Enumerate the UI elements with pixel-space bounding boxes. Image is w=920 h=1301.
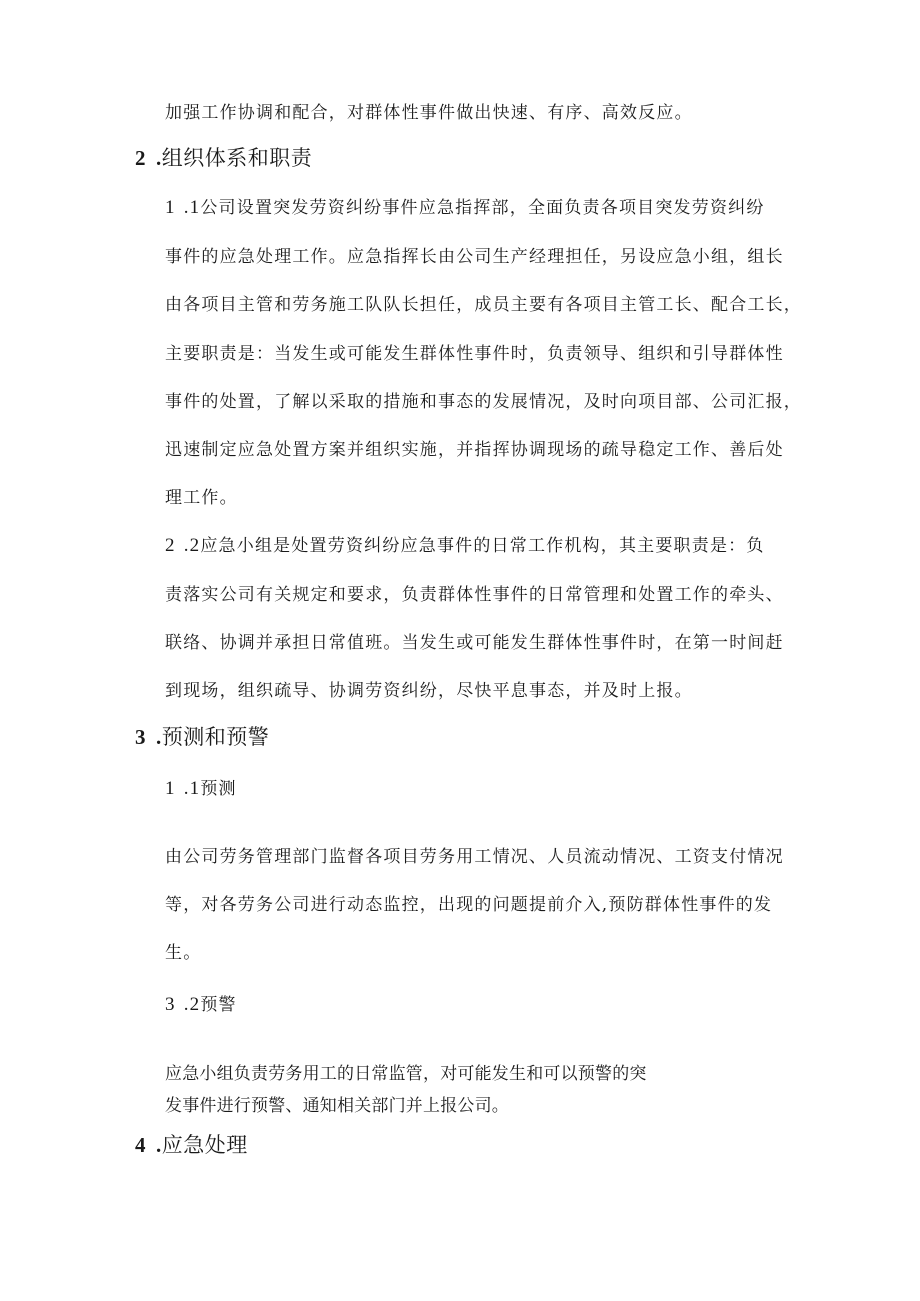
subsection-number: 2: [165, 535, 176, 556]
subsection-dot: .1: [183, 197, 201, 218]
subsection-dot: .2: [183, 994, 201, 1015]
subsection-title: 预警: [200, 995, 237, 1015]
section-dot: .: [156, 725, 162, 749]
section-heading-2: [135, 144, 312, 172]
subsection-dot: .1: [183, 778, 201, 799]
paragraph-line: 应急小组负责劳务用工的日常监管，对可能发生和可以预警的突: [165, 1064, 647, 1084]
subsection-title: 预测: [200, 779, 237, 799]
subsection-dot: .2: [183, 535, 201, 556]
subsection-2-2-first-line: [165, 534, 765, 558]
subsection-3-2-heading: [165, 993, 237, 1017]
paragraph-line: 由公司劳务管理部门监督各项目劳务用工情况、人员流动情况、工资支付情况: [165, 847, 784, 867]
subsection-2-1-first-line: [165, 196, 765, 220]
section-title: 组织体系和职责: [161, 146, 313, 170]
paragraph-line: 生。: [165, 943, 202, 963]
paragraph-text: 公司设置突发劳资纠纷事件应急指挥部，全面负责各项目突发劳资纠纷: [200, 198, 765, 218]
paragraph-text: 应急小组是处置劳资纠纷应急事件的日常工作机构，其主要职责是：负: [200, 536, 765, 556]
paragraph-line: 迅速制定应急处置方案并组织实施，并指挥协调现场的疏导稳定工作、善后处: [165, 440, 784, 460]
paragraph-line: 理工作。: [165, 488, 238, 508]
section-dot: .: [156, 146, 162, 170]
section-number: 3: [135, 725, 146, 749]
section-number: 4: [135, 1133, 146, 1157]
paragraph-line: 责落实公司有关规定和要求，负责群体性事件的日常管理和处置工作的牵头、: [165, 585, 784, 605]
paragraph-line: 发事件进行预警、通知相关部门并上报公司。: [165, 1096, 509, 1116]
paragraph-line: 事件的处置，了解以采取的措施和事态的发展情况，及时向项目部、公司汇报，: [165, 392, 802, 412]
subsection-number: 1: [165, 197, 176, 218]
section-dot: .: [156, 1133, 162, 1157]
paragraph-line: 主要职责是：当发生或可能发生群体性事件时，负责领导、组织和引导群体性: [165, 344, 784, 364]
section-title: 应急处理: [161, 1133, 248, 1157]
section-heading-3: [135, 723, 269, 751]
paragraph-line: 加强工作协调和配合，对群体性事件做出快速、有序、高效反应。: [165, 103, 693, 123]
paragraph-line: 事件的应急处理工作。应急指挥长由公司生产经理担任，另设应急小组，组长: [165, 247, 784, 267]
paragraph-line: 等，对各劳务公司进行动态监控，出现的问题提前介入,预防群体性事件的发: [165, 895, 773, 915]
section-number: 2: [135, 146, 146, 170]
paragraph-line: 联络、协调并承担日常值班。当发生或可能发生群体性事件时，在第一时间赶: [165, 633, 784, 653]
subsection-number: 3: [165, 994, 176, 1015]
subsection-number: 1: [165, 778, 176, 799]
subsection-3-1-heading: [165, 777, 237, 801]
paragraph-line: 到现场，组织疏导、协调劳资纠纷，尽快平息事态，并及时上报。: [165, 681, 693, 701]
paragraph-line: 由各项目主管和劳务施工队队长担任，成员主要有各项目主管工长、配合工长，: [165, 295, 802, 315]
section-heading-4: [135, 1131, 248, 1159]
section-title: 预测和预警: [161, 725, 270, 749]
